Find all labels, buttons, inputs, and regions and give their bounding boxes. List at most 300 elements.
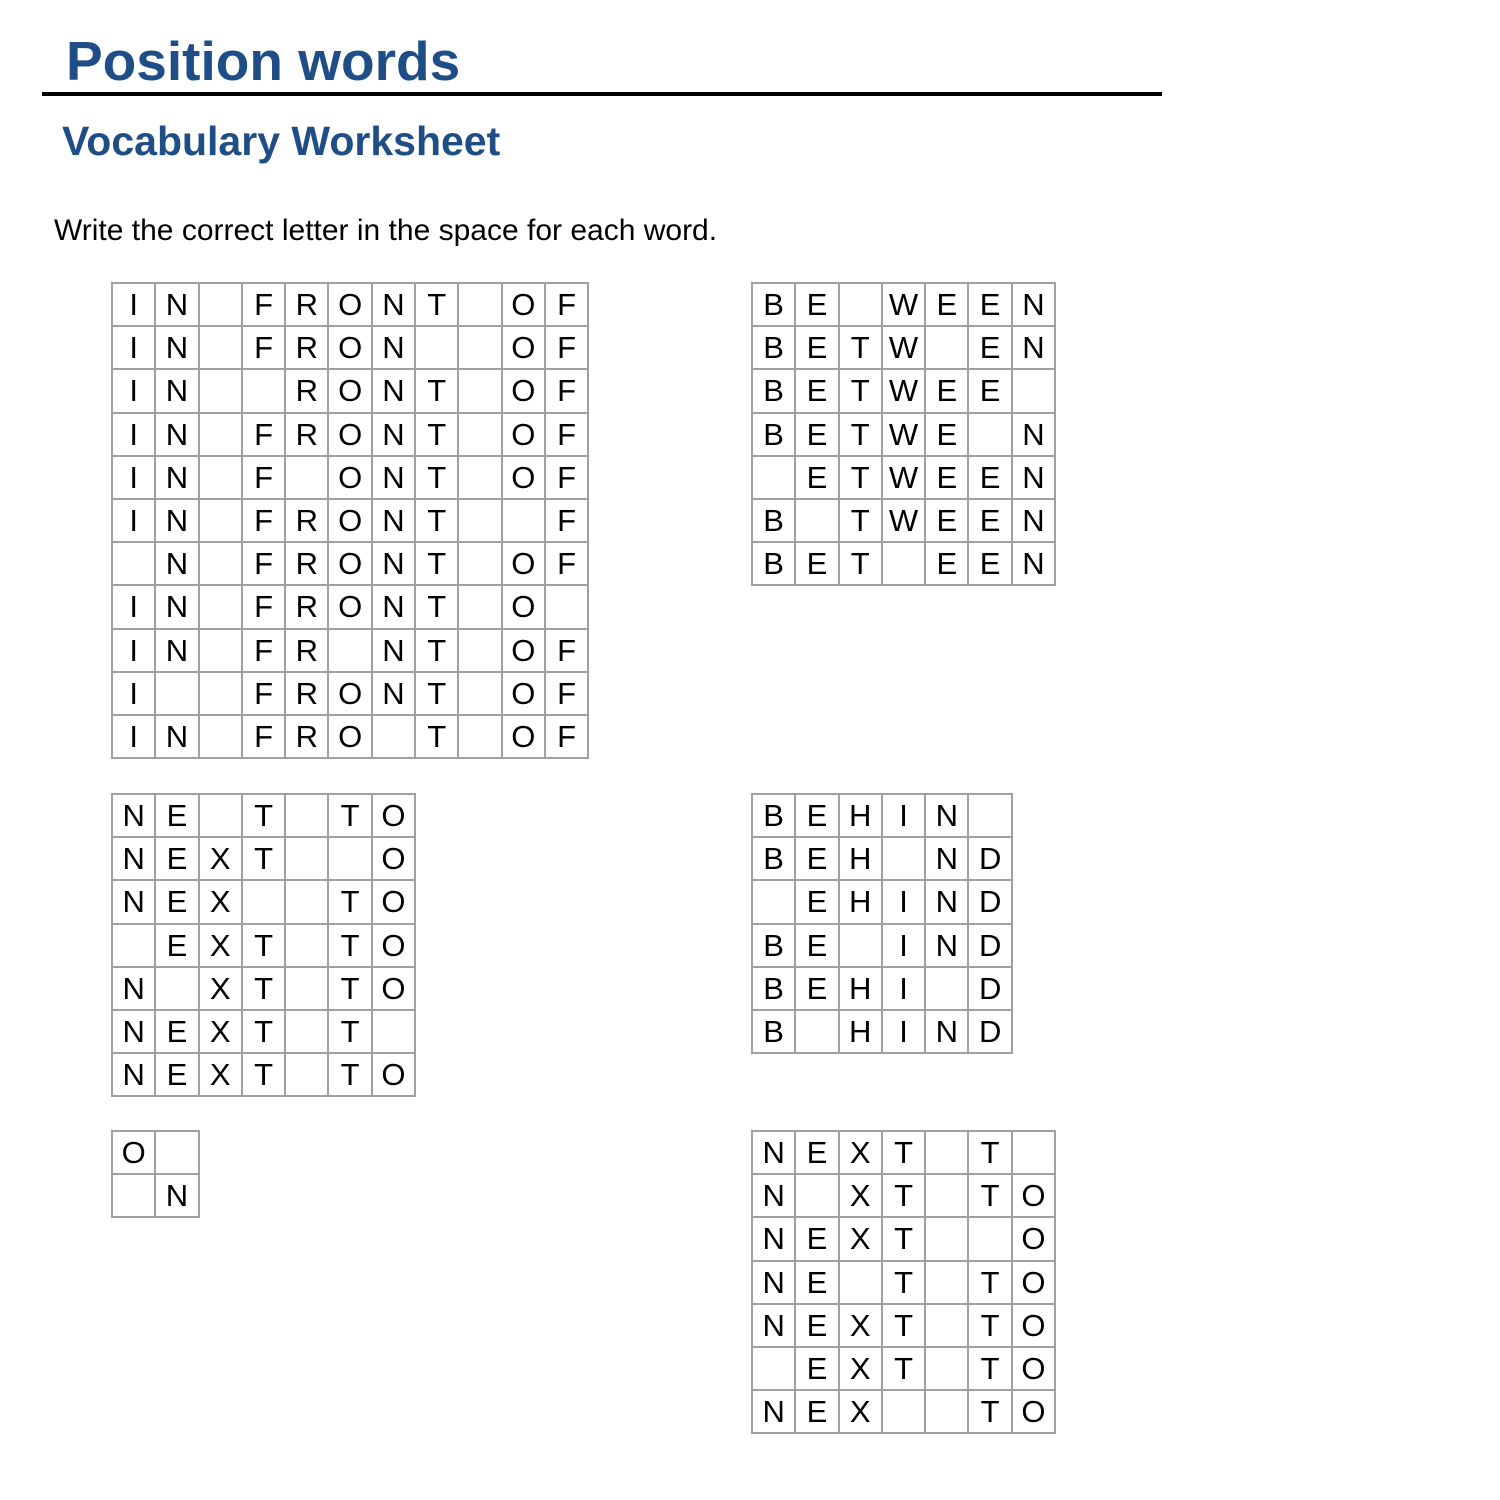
letter-cell: H	[839, 967, 882, 1010]
letter-cell: X	[199, 880, 242, 923]
puzzle-row	[112, 967, 415, 1010]
letter-cell: N	[1012, 499, 1055, 542]
puzzle-row	[112, 672, 588, 715]
blank-letter-cell[interactable]	[372, 715, 415, 758]
letter-cell: O	[328, 542, 371, 585]
letter-cell: T	[415, 499, 458, 542]
letter-cell: R	[285, 715, 328, 758]
blank-letter-cell[interactable]	[925, 1174, 968, 1217]
letter-cell: N	[925, 837, 968, 880]
letter-cell: E	[155, 1010, 198, 1053]
letter-cell: N	[1012, 456, 1055, 499]
blank-letter-cell[interactable]	[199, 326, 242, 369]
letter-cell: T	[882, 1217, 925, 1260]
letter-cell: T	[415, 283, 458, 326]
letter-cell: N	[372, 585, 415, 628]
puzzle-row	[752, 456, 1055, 499]
blank-letter-cell[interactable]	[458, 413, 501, 456]
letter-cell: T	[242, 837, 285, 880]
blank-letter-cell[interactable]	[155, 672, 198, 715]
letter-cell: O	[502, 715, 545, 758]
blank-letter-cell[interactable]	[199, 413, 242, 456]
letter-cell: B	[752, 967, 795, 1010]
letter-cell: O	[502, 326, 545, 369]
blank-letter-cell[interactable]	[458, 326, 501, 369]
letter-cell: D	[968, 1010, 1011, 1053]
letter-cell: N	[155, 326, 198, 369]
letter-cell: I	[112, 283, 155, 326]
puzzle-on	[111, 1130, 200, 1218]
letter-cell: N	[155, 542, 198, 585]
puzzle-row	[752, 794, 1012, 837]
blank-letter-cell[interactable]	[242, 369, 285, 412]
blank-letter-cell[interactable]	[199, 283, 242, 326]
letter-cell: T	[242, 967, 285, 1010]
letter-cell: B	[752, 413, 795, 456]
blank-letter-cell[interactable]	[752, 456, 795, 499]
letter-cell: I	[112, 413, 155, 456]
letter-cell: E	[795, 1304, 838, 1347]
letter-cell: N	[372, 413, 415, 456]
letter-cell: O	[328, 283, 371, 326]
letter-cell: F	[242, 585, 285, 628]
blank-letter-cell[interactable]	[285, 1010, 328, 1053]
letter-cell: X	[839, 1217, 882, 1260]
puzzle-row	[752, 1261, 1055, 1304]
letter-cell: X	[199, 1010, 242, 1053]
letter-cell: R	[285, 585, 328, 628]
letter-cell: R	[285, 672, 328, 715]
letter-cell: T	[328, 1010, 371, 1053]
letter-cell: N	[112, 794, 155, 837]
blank-letter-cell[interactable]	[502, 499, 545, 542]
letter-cell: F	[545, 326, 588, 369]
puzzle-row	[112, 1131, 199, 1174]
letter-cell: N	[372, 499, 415, 542]
puzzle-row	[112, 585, 588, 628]
blank-letter-cell[interactable]	[199, 542, 242, 585]
letter-cell: F	[242, 456, 285, 499]
letter-cell: F	[242, 413, 285, 456]
blank-letter-cell[interactable]	[285, 880, 328, 923]
letter-cell: I	[112, 715, 155, 758]
letter-cell: B	[752, 924, 795, 967]
puzzle-row	[752, 326, 1055, 369]
letter-cell: E	[795, 967, 838, 1010]
blank-letter-cell[interactable]	[199, 794, 242, 837]
letter-cell: F	[242, 326, 285, 369]
blank-letter-cell[interactable]	[199, 456, 242, 499]
blank-letter-cell[interactable]	[839, 1261, 882, 1304]
letter-cell: T	[882, 1131, 925, 1174]
letter-cell: F	[545, 283, 588, 326]
letter-cell: E	[925, 542, 968, 585]
puzzle-row	[112, 837, 415, 880]
letter-cell: N	[372, 283, 415, 326]
blank-letter-cell[interactable]	[458, 283, 501, 326]
blank-letter-cell[interactable]	[458, 672, 501, 715]
puzzle-row	[752, 499, 1055, 542]
letter-cell: T	[839, 499, 882, 542]
letter-cell: B	[752, 794, 795, 837]
letter-cell: N	[752, 1390, 795, 1433]
blank-letter-cell[interactable]	[415, 326, 458, 369]
instruction-text: Write the correct letter in the space for each word.	[54, 214, 718, 247]
letter-cell: I	[112, 585, 155, 628]
blank-letter-cell[interactable]	[285, 967, 328, 1010]
letter-cell: X	[199, 967, 242, 1010]
letter-cell: T	[242, 794, 285, 837]
blank-letter-cell[interactable]	[925, 967, 968, 1010]
letter-cell: O	[1012, 1390, 1055, 1433]
blank-letter-cell[interactable]	[968, 413, 1011, 456]
letter-cell: D	[968, 837, 1011, 880]
blank-letter-cell[interactable]	[882, 542, 925, 585]
blank-letter-cell[interactable]	[199, 715, 242, 758]
letter-cell: W	[882, 413, 925, 456]
letter-cell: T	[968, 1304, 1011, 1347]
letter-cell: E	[968, 369, 1011, 412]
letter-cell: D	[968, 924, 1011, 967]
letter-cell: N	[372, 629, 415, 672]
letter-cell: N	[155, 585, 198, 628]
title-divider	[42, 92, 1162, 96]
letter-cell: I	[882, 1010, 925, 1053]
letter-cell: N	[155, 629, 198, 672]
puzzle-row	[112, 1053, 415, 1096]
blank-letter-cell[interactable]	[925, 1304, 968, 1347]
blank-letter-cell[interactable]	[285, 456, 328, 499]
letter-cell: F	[242, 499, 285, 542]
letter-cell: N	[155, 499, 198, 542]
letter-cell: F	[545, 629, 588, 672]
letter-cell: O	[1012, 1304, 1055, 1347]
letter-cell: N	[155, 456, 198, 499]
puzzle-between	[751, 282, 1056, 586]
blank-letter-cell[interactable]	[925, 1131, 968, 1174]
blank-letter-cell[interactable]	[199, 585, 242, 628]
blank-letter-cell[interactable]	[328, 837, 371, 880]
letter-cell: F	[545, 542, 588, 585]
blank-letter-cell[interactable]	[199, 369, 242, 412]
blank-letter-cell[interactable]	[882, 837, 925, 880]
worksheet-subtitle: Vocabulary Worksheet	[62, 118, 501, 164]
letter-cell: O	[328, 585, 371, 628]
blank-letter-cell[interactable]	[199, 499, 242, 542]
blank-letter-cell[interactable]	[328, 629, 371, 672]
puzzle-row	[752, 1304, 1055, 1347]
letter-cell: F	[242, 672, 285, 715]
letter-cell: T	[242, 1010, 285, 1053]
worksheet-title: Position words	[66, 30, 461, 92]
letter-cell: W	[882, 499, 925, 542]
letter-cell: O	[328, 715, 371, 758]
letter-cell: T	[882, 1304, 925, 1347]
puzzle-row	[112, 499, 588, 542]
blank-letter-cell[interactable]	[372, 1010, 415, 1053]
blank-letter-cell[interactable]	[285, 837, 328, 880]
letter-cell: N	[752, 1174, 795, 1217]
blank-letter-cell[interactable]	[752, 1347, 795, 1390]
letter-cell: X	[839, 1131, 882, 1174]
letter-cell: O	[502, 456, 545, 499]
puzzle-row	[752, 1347, 1055, 1390]
letter-cell: R	[285, 283, 328, 326]
blank-letter-cell[interactable]	[285, 1053, 328, 1096]
letter-cell: N	[155, 369, 198, 412]
letter-cell: T	[242, 1053, 285, 1096]
letter-cell: E	[795, 413, 838, 456]
letter-cell: N	[925, 1010, 968, 1053]
letter-cell: T	[839, 369, 882, 412]
letter-cell: T	[968, 1174, 1011, 1217]
letter-cell: T	[328, 794, 371, 837]
letter-cell: O	[328, 672, 371, 715]
blank-letter-cell[interactable]	[968, 794, 1011, 837]
puzzle-row	[112, 629, 588, 672]
puzzle-row	[112, 413, 588, 456]
puzzle-row	[752, 413, 1055, 456]
blank-letter-cell[interactable]	[458, 715, 501, 758]
blank-letter-cell[interactable]	[112, 542, 155, 585]
letter-cell: E	[795, 837, 838, 880]
letter-cell: O	[502, 585, 545, 628]
letter-cell: O	[502, 369, 545, 412]
letter-cell: O	[372, 794, 415, 837]
letter-cell: T	[839, 413, 882, 456]
letter-cell: T	[328, 924, 371, 967]
puzzle-row	[112, 283, 588, 326]
letter-cell: E	[795, 924, 838, 967]
letter-cell: B	[752, 1010, 795, 1053]
letter-cell: T	[242, 924, 285, 967]
puzzle-row	[112, 794, 415, 837]
blank-letter-cell[interactable]	[925, 326, 968, 369]
blank-letter-cell[interactable]	[458, 542, 501, 585]
puzzle-row	[752, 542, 1055, 585]
blank-letter-cell[interactable]	[458, 629, 501, 672]
letter-cell: E	[968, 542, 1011, 585]
letter-cell: N	[372, 369, 415, 412]
blank-letter-cell[interactable]	[839, 924, 882, 967]
letter-cell: N	[752, 1261, 795, 1304]
letter-cell: T	[882, 1174, 925, 1217]
letter-cell: X	[839, 1174, 882, 1217]
letter-cell: O	[112, 1131, 155, 1174]
letter-cell: E	[155, 837, 198, 880]
letter-cell: O	[1012, 1174, 1055, 1217]
blank-letter-cell[interactable]	[112, 924, 155, 967]
letter-cell: H	[839, 1010, 882, 1053]
letter-cell: B	[752, 283, 795, 326]
letter-cell: N	[112, 967, 155, 1010]
letter-cell: O	[502, 672, 545, 715]
puzzle-row	[112, 542, 588, 585]
letter-cell: T	[415, 672, 458, 715]
letter-cell: O	[328, 413, 371, 456]
puzzle-row	[112, 715, 588, 758]
letter-cell: H	[839, 837, 882, 880]
puzzle-row	[112, 1174, 199, 1217]
letter-cell: F	[545, 499, 588, 542]
letter-cell: O	[372, 880, 415, 923]
letter-cell: N	[372, 542, 415, 585]
blank-letter-cell[interactable]	[458, 456, 501, 499]
letter-cell: T	[415, 542, 458, 585]
letter-cell: X	[199, 837, 242, 880]
letter-cell: B	[752, 499, 795, 542]
blank-letter-cell[interactable]	[199, 672, 242, 715]
puzzle-row	[752, 1390, 1055, 1433]
letter-cell: T	[415, 585, 458, 628]
letter-cell: E	[155, 880, 198, 923]
letter-cell: O	[328, 326, 371, 369]
blank-letter-cell[interactable]	[285, 794, 328, 837]
blank-letter-cell[interactable]	[882, 1390, 925, 1433]
letter-cell: X	[199, 1053, 242, 1096]
letter-cell: O	[328, 499, 371, 542]
letter-cell: I	[882, 924, 925, 967]
puzzle-row	[752, 369, 1055, 412]
puzzle-next-to	[111, 793, 416, 1097]
letter-cell: N	[155, 413, 198, 456]
letter-cell: D	[968, 880, 1011, 923]
letter-cell: N	[752, 1217, 795, 1260]
blank-letter-cell[interactable]	[925, 1261, 968, 1304]
blank-letter-cell[interactable]	[839, 283, 882, 326]
puzzle-row	[112, 369, 588, 412]
letter-cell: N	[155, 283, 198, 326]
blank-letter-cell[interactable]	[795, 1010, 838, 1053]
letter-cell: X	[839, 1347, 882, 1390]
blank-letter-cell[interactable]	[458, 499, 501, 542]
blank-letter-cell[interactable]	[458, 585, 501, 628]
blank-letter-cell[interactable]	[925, 1217, 968, 1260]
blank-letter-cell[interactable]	[545, 585, 588, 628]
letter-cell: N	[1012, 326, 1055, 369]
letter-cell: E	[795, 880, 838, 923]
letter-cell: N	[752, 1131, 795, 1174]
letter-cell: R	[285, 369, 328, 412]
letter-cell: F	[242, 629, 285, 672]
blank-letter-cell[interactable]	[968, 1217, 1011, 1260]
letter-cell: N	[155, 1174, 198, 1217]
letter-cell: R	[285, 629, 328, 672]
letter-cell: N	[752, 1304, 795, 1347]
letter-cell: E	[925, 413, 968, 456]
letter-cell: N	[1012, 413, 1055, 456]
letter-cell: O	[502, 413, 545, 456]
letter-cell: E	[795, 794, 838, 837]
puzzle-row	[752, 1010, 1012, 1053]
letter-cell: O	[372, 967, 415, 1010]
letter-cell: E	[795, 1131, 838, 1174]
blank-letter-cell[interactable]	[752, 880, 795, 923]
blank-letter-cell[interactable]	[795, 499, 838, 542]
puzzle-row	[752, 1131, 1055, 1174]
letter-cell: B	[752, 369, 795, 412]
letter-cell: I	[112, 326, 155, 369]
letter-cell: T	[415, 369, 458, 412]
letter-cell: R	[285, 326, 328, 369]
letter-cell: F	[545, 715, 588, 758]
letter-cell: N	[925, 924, 968, 967]
blank-letter-cell[interactable]	[925, 1347, 968, 1390]
letter-cell: N	[112, 880, 155, 923]
blank-letter-cell[interactable]	[925, 1390, 968, 1433]
letter-cell: F	[242, 542, 285, 585]
letter-cell: N	[1012, 283, 1055, 326]
letter-cell: F	[545, 369, 588, 412]
letter-cell: T	[968, 1390, 1011, 1433]
letter-cell: O	[372, 1053, 415, 1096]
puzzle-row	[112, 456, 588, 499]
letter-cell: W	[882, 369, 925, 412]
blank-letter-cell[interactable]	[1012, 369, 1055, 412]
blank-letter-cell[interactable]	[1012, 1131, 1055, 1174]
letter-cell: T	[882, 1261, 925, 1304]
letter-cell: I	[112, 629, 155, 672]
blank-letter-cell[interactable]	[458, 369, 501, 412]
letter-cell: E	[795, 1217, 838, 1260]
letter-cell: B	[752, 326, 795, 369]
letter-cell: X	[839, 1390, 882, 1433]
letter-cell: N	[155, 715, 198, 758]
blank-letter-cell[interactable]	[795, 1174, 838, 1217]
puzzle-in-front-of	[111, 282, 589, 759]
letter-cell: N	[372, 672, 415, 715]
letter-cell: T	[415, 413, 458, 456]
letter-cell: T	[839, 542, 882, 585]
letter-cell: E	[795, 1261, 838, 1304]
puzzle-row	[752, 283, 1055, 326]
letter-cell: T	[415, 629, 458, 672]
letter-cell: N	[925, 794, 968, 837]
letter-cell: E	[968, 499, 1011, 542]
letter-cell: T	[882, 1347, 925, 1390]
letter-cell: N	[112, 1010, 155, 1053]
letter-cell: B	[752, 542, 795, 585]
letter-cell: W	[882, 456, 925, 499]
letter-cell: T	[839, 456, 882, 499]
puzzle-row	[752, 967, 1012, 1010]
blank-letter-cell[interactable]	[242, 880, 285, 923]
blank-letter-cell[interactable]	[285, 924, 328, 967]
letter-cell: N	[112, 1053, 155, 1096]
blank-letter-cell[interactable]	[155, 967, 198, 1010]
letter-cell: T	[328, 967, 371, 1010]
letter-cell: E	[795, 1390, 838, 1433]
puzzle-next-to-2	[751, 1130, 1056, 1434]
letter-cell: O	[1012, 1347, 1055, 1390]
letter-cell: E	[795, 283, 838, 326]
letter-cell: N	[925, 880, 968, 923]
letter-cell: E	[925, 499, 968, 542]
letter-cell: H	[839, 794, 882, 837]
letter-cell: E	[925, 456, 968, 499]
letter-cell: E	[155, 924, 198, 967]
letter-cell: O	[372, 837, 415, 880]
blank-letter-cell[interactable]	[199, 629, 242, 672]
letter-cell: O	[502, 629, 545, 672]
blank-letter-cell[interactable]	[155, 1131, 198, 1174]
letter-cell: X	[839, 1304, 882, 1347]
letter-cell: E	[795, 369, 838, 412]
letter-cell: W	[882, 326, 925, 369]
letter-cell: B	[752, 837, 795, 880]
blank-letter-cell[interactable]	[112, 1174, 155, 1217]
letter-cell: T	[839, 326, 882, 369]
